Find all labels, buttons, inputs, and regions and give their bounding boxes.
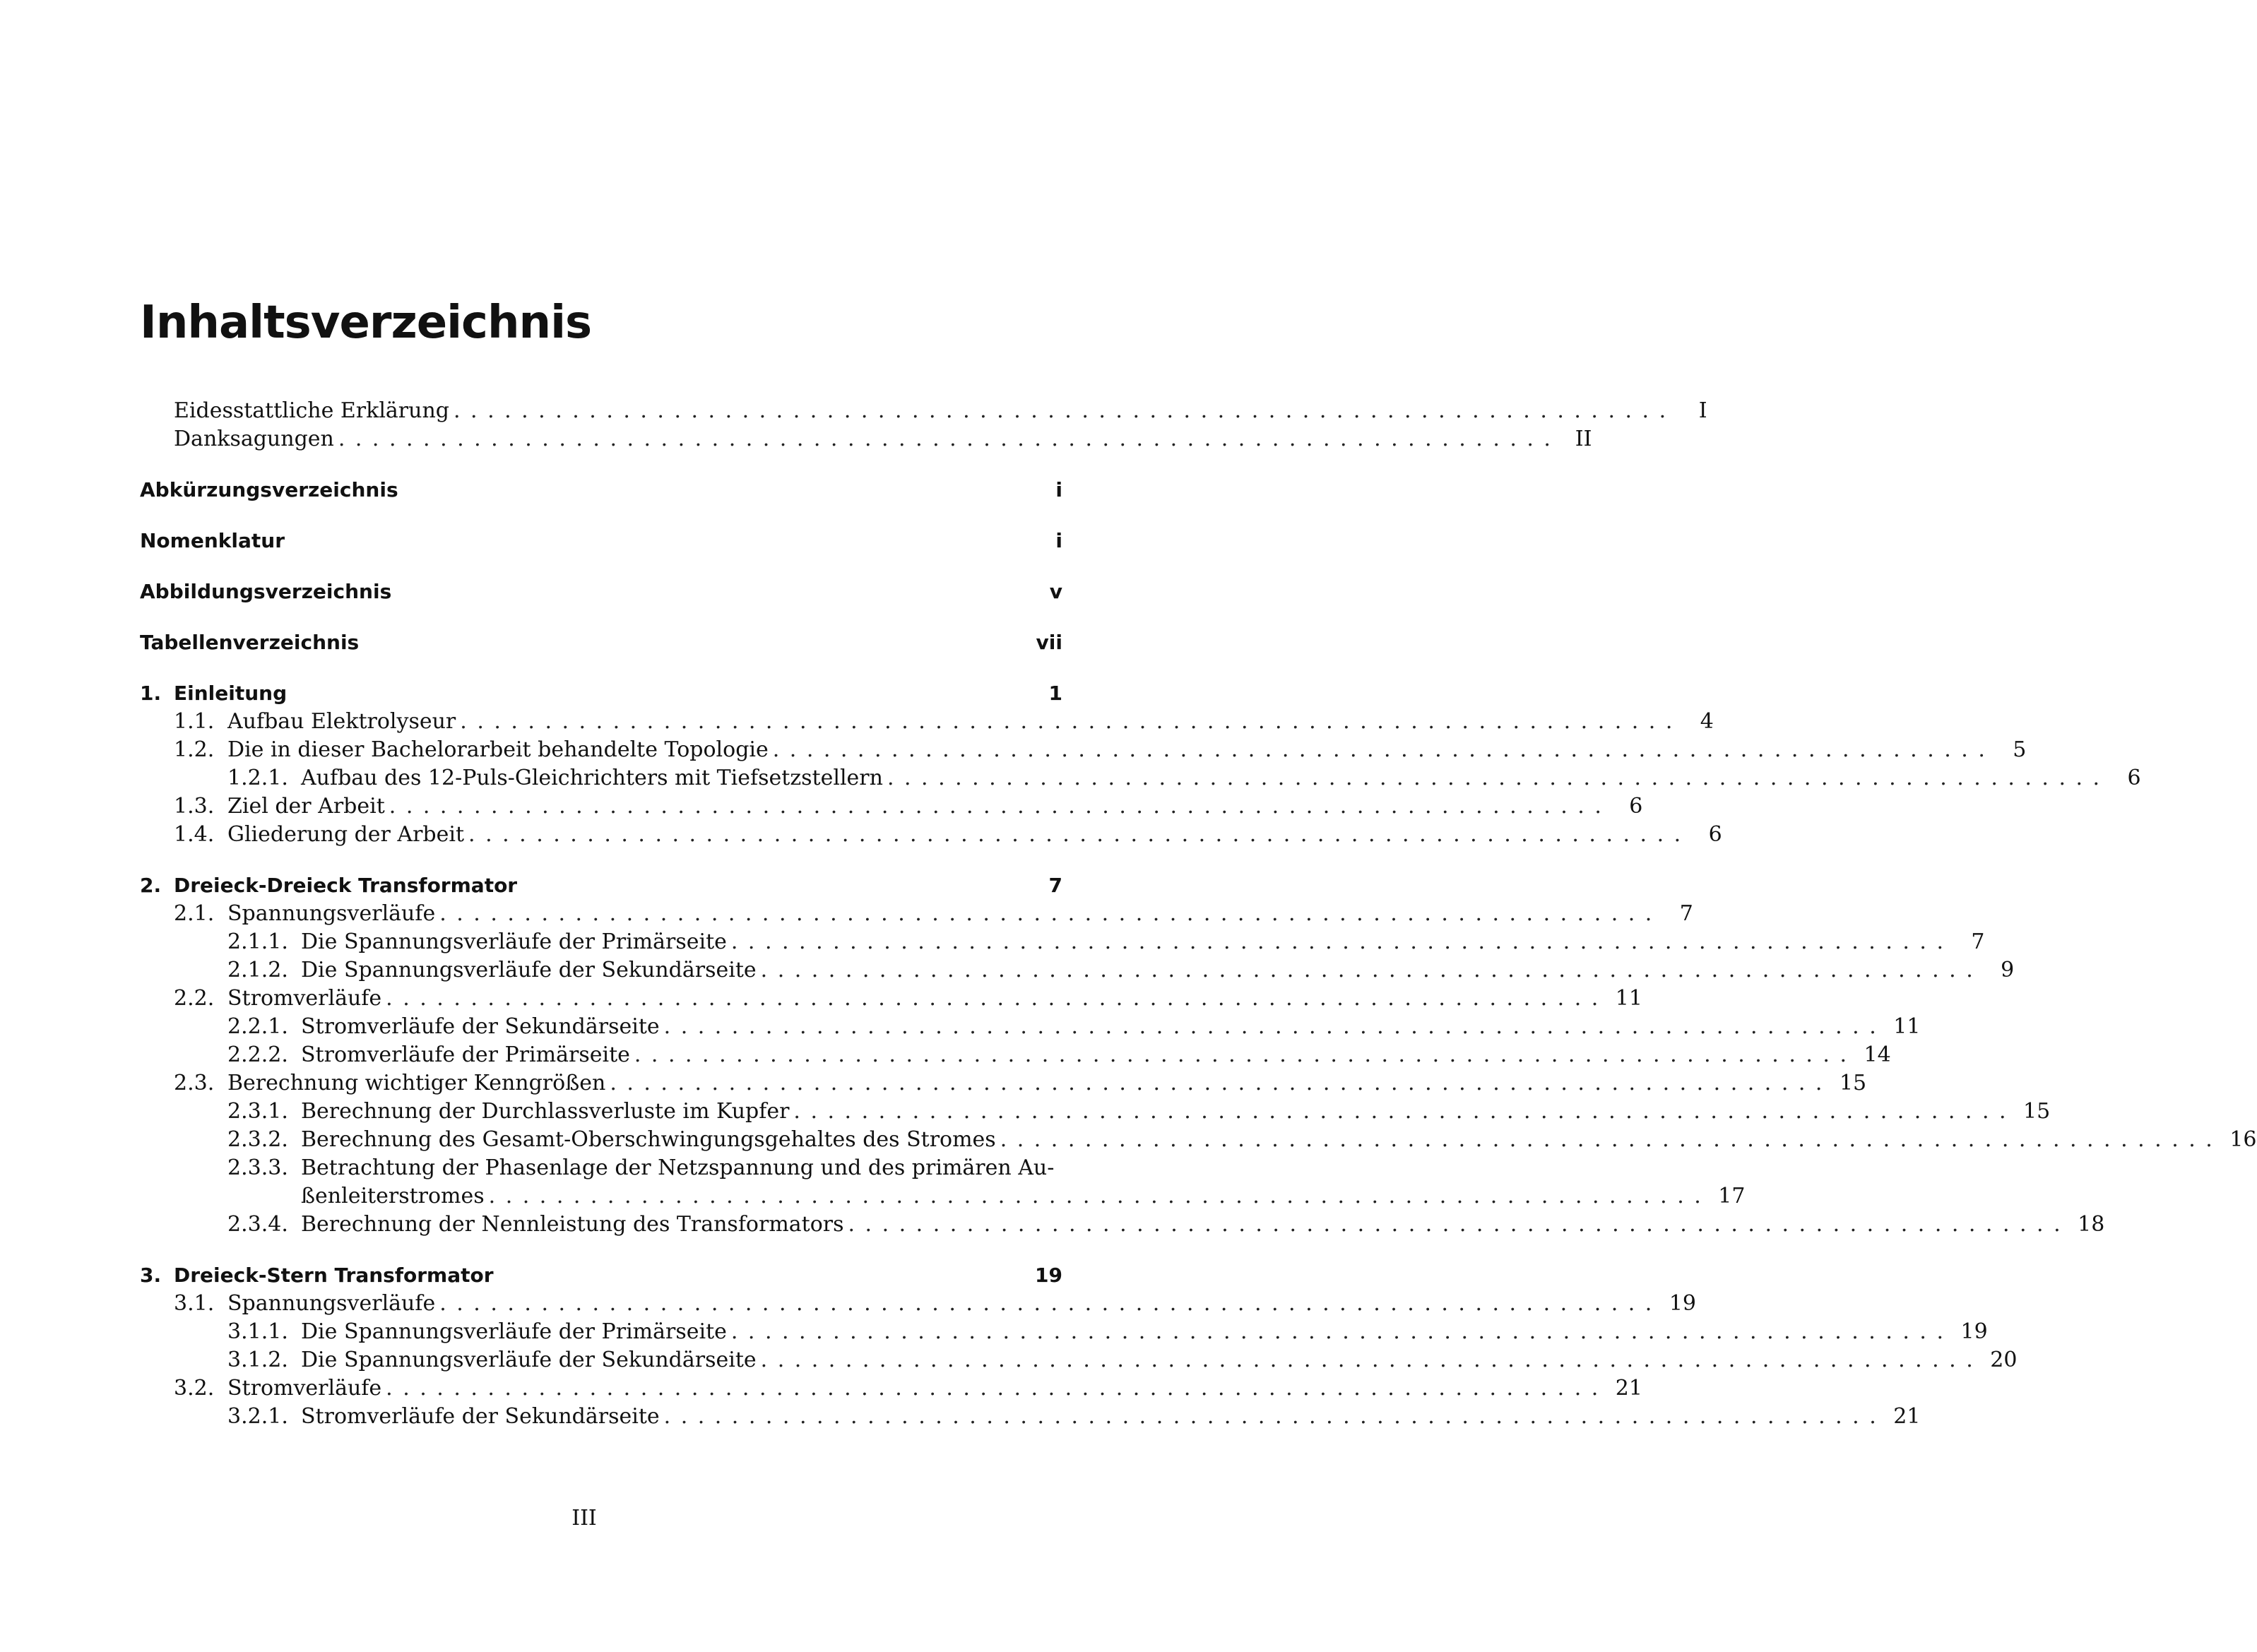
toc-page-number: 6	[1629, 794, 1643, 819]
toc-section-number: 2.3.4.	[227, 1212, 288, 1237]
toc-chapter-3[interactable]	[140, 1261, 1062, 1290]
toc-entry-tables[interactable]	[140, 629, 1062, 657]
toc-subsection[interactable]	[140, 928, 1985, 956]
toc-section-number: 2.2.1.	[227, 1014, 288, 1039]
toc-entry-title: Spannungsverläufe	[227, 1291, 436, 1316]
toc-page-number: 21	[1615, 1376, 1642, 1401]
toc-page-number: 19	[1035, 1264, 1062, 1287]
toc-entry-title: Nomenklatur	[140, 529, 285, 552]
toc-entry-title: Ziel der Arbeit	[227, 794, 385, 819]
toc-leader-dots: ........................................................................	[730, 1319, 1954, 1344]
page-title: Inhaltsverzeichnis	[140, 297, 592, 349]
toc-section-number: 2.2.2.	[227, 1042, 288, 1067]
toc-entry-title: Stromverläufe	[227, 1376, 382, 1401]
toc-entry-acknowledgements[interactable]	[140, 425, 1592, 453]
toc-entry-title: Stromverläufe der Sekundärseite	[301, 1404, 660, 1429]
toc-subsection[interactable]	[140, 1318, 1988, 1346]
toc-section-number: 2.3.1.	[227, 1099, 288, 1124]
toc-leader-dots: ........................................................................	[488, 1184, 1712, 1208]
toc-entry-title: Abkürzungsverzeichnis	[140, 478, 398, 501]
toc-entry-title: Betrachtung der Phasenlage der Netzspannung und des primären Au-	[301, 1155, 1055, 1180]
toc-section-number: 1.1.	[174, 709, 215, 734]
toc-leader-dots: ........................................................................	[760, 1348, 1984, 1372]
toc-leader-dots: ........................................................................	[848, 1212, 2071, 1237]
toc-subsection[interactable]	[140, 1211, 2105, 1239]
toc-subsection[interactable]	[140, 1403, 1921, 1431]
toc-page-number: 14	[1864, 1042, 1891, 1067]
toc-section-number: 1.2.1.	[227, 766, 288, 790]
toc-section-number: 1.3.	[174, 794, 215, 819]
toc-subsection[interactable]	[140, 1098, 2051, 1126]
toc-page-number: 7	[1971, 929, 1985, 954]
toc-entry-title: Dreieck-Dreieck Transformator	[174, 874, 518, 897]
toc-subsection[interactable]	[140, 1346, 2018, 1374]
toc-section[interactable]	[140, 900, 1693, 928]
page-footer-number: III	[571, 1506, 597, 1531]
toc-page-number: 7	[1048, 874, 1062, 897]
toc-leader-dots: ........................................................................	[730, 929, 1954, 954]
toc-leader-dots: ........................................................................	[663, 1014, 1887, 1039]
toc-page-number: i	[1055, 529, 1062, 552]
toc-entry-title: Spannungsverläufe	[227, 901, 436, 926]
toc-entry-title: Aufbau Elektrolyseur	[227, 709, 456, 734]
toc-entry-title: Die Spannungsverläufe der Sekundärseite	[301, 958, 757, 982]
toc-section-number: 2.1.1.	[227, 929, 288, 954]
toc-leader-dots: ........................................................................	[887, 766, 2110, 790]
toc-subsection[interactable]	[140, 1126, 2257, 1154]
toc-page-number: 1	[1048, 682, 1062, 705]
toc-leader-dots: ........................................................................	[1000, 1127, 2223, 1152]
toc-page-number: 19	[1669, 1291, 1697, 1316]
toc-section-number: 1.4.	[174, 822, 215, 847]
toc-entry-title: Danksagungen	[174, 427, 334, 451]
toc-section[interactable]	[140, 708, 1714, 736]
toc-entry-title: Einleitung	[174, 682, 288, 705]
toc-page-number: 18	[2078, 1212, 2105, 1237]
toc-entry-title: Eidesstattliche Erklärung	[174, 398, 449, 423]
toc-entry-title: Stromverläufe der Sekundärseite	[301, 1014, 660, 1039]
toc-entry-nomenclature[interactable]	[140, 527, 1062, 555]
toc-entry-title-continued: ßenleiterstromes	[301, 1184, 485, 1208]
toc-section-number: 2.3.3.	[227, 1155, 288, 1180]
toc-entry-title: Berechnung der Durchlassverluste im Kupfer	[301, 1099, 790, 1124]
toc-page-number: 11	[1893, 1014, 1921, 1039]
toc-leader-dots: ........................................................................	[454, 398, 1676, 423]
toc-entry-title: Abbildungsverzeichnis	[140, 580, 392, 603]
toc-leader-dots: ........................................................................	[386, 1376, 1609, 1401]
toc-entry-title: Berechnung der Nennleistung des Transformators	[301, 1212, 844, 1237]
toc-subsection[interactable]	[140, 1041, 1891, 1069]
toc-section-number: 2.2.	[174, 986, 215, 1011]
toc-chapter-number: 2.	[140, 874, 162, 897]
toc-subsection-continuation[interactable]	[140, 1182, 1746, 1211]
toc-entry-title: Die Spannungsverläufe der Primärseite	[301, 929, 727, 954]
toc-section-number: 2.3.	[174, 1071, 215, 1095]
toc-entry-title: Tabellenverzeichnis	[140, 631, 360, 654]
toc-page-number: I	[1698, 398, 1707, 423]
toc-page-number: 21	[1893, 1404, 1921, 1429]
toc-leader-dots: ........................................................................	[386, 986, 1609, 1011]
toc-chapter-1[interactable]	[140, 679, 1062, 708]
toc-entry-title: Stromverläufe der Primärseite	[301, 1042, 630, 1067]
toc-chapter-number: 1.	[140, 682, 162, 705]
toc-subsection[interactable]	[140, 1013, 1921, 1041]
toc-entry-abbreviations[interactable]	[140, 476, 1062, 504]
toc-entry-title: Die in dieser Bachelorarbeit behandelte Topologie	[227, 737, 769, 762]
toc-leader-dots: ........................................................................	[760, 958, 1984, 982]
toc-page-number: 9	[2001, 958, 2015, 982]
toc-subsection[interactable]	[140, 764, 2141, 792]
toc-page-number: vii	[1036, 631, 1062, 654]
toc-leader-dots: ........................................................................	[663, 1404, 1887, 1429]
toc-entry-title: Dreieck-Stern Transformator	[174, 1264, 494, 1287]
toc-section-number: 3.2.1.	[227, 1404, 288, 1429]
toc-page-number: 15	[2023, 1099, 2051, 1124]
toc-section[interactable]	[140, 1290, 1697, 1318]
toc-leader-dots: ........................................................................	[793, 1099, 2017, 1124]
toc-entry-title: Berechnung wichtiger Kenngrößen	[227, 1071, 606, 1095]
toc-entry-figures[interactable]	[140, 578, 1062, 606]
toc-leader-dots: ........................................................................	[610, 1071, 1832, 1095]
toc-page-number: 17	[1718, 1184, 1746, 1208]
toc-page-number: i	[1055, 478, 1062, 501]
toc-entry-title: Die Spannungsverläufe der Primärseite	[301, 1319, 727, 1344]
toc-section[interactable]	[140, 821, 1722, 849]
toc-page-number: 20	[1990, 1348, 2018, 1372]
toc-entry-title: Gliederung der Arbeit	[227, 822, 465, 847]
toc-section[interactable]	[140, 736, 2027, 764]
toc-section[interactable]	[140, 792, 1643, 821]
toc-entry-title: Die Spannungsverläufe der Sekundärseite	[301, 1348, 757, 1372]
toc-chapter-number: 3.	[140, 1264, 162, 1287]
toc-page-number: 6	[2127, 766, 2141, 790]
toc-leader-dots: ........................................................................	[338, 427, 1561, 451]
toc-section[interactable]	[140, 1069, 1867, 1098]
toc-page-number: v	[1049, 580, 1062, 603]
toc-leader-dots: ........................................................................	[468, 822, 1691, 847]
toc-leader-dots: ........................................................................	[439, 1291, 1662, 1316]
toc-section-number: 2.1.	[174, 901, 215, 926]
toc-entry-title: Stromverläufe	[227, 986, 382, 1011]
toc-entry-declaration[interactable]	[140, 397, 1707, 425]
toc-section-number: 3.1.	[174, 1291, 215, 1316]
toc-section-number: 2.1.2.	[227, 958, 288, 982]
toc-leader-dots: ........................................................................	[772, 737, 1996, 762]
toc-subsection[interactable]	[140, 1154, 1062, 1182]
toc-section-number: 3.1.2.	[227, 1348, 288, 1372]
toc-page-number: 19	[1960, 1319, 1988, 1344]
toc-entry-title: Aufbau des 12-Puls-Gleichrichters mit Tiefsetzstellern	[301, 766, 883, 790]
toc-chapter-2[interactable]	[140, 872, 1062, 900]
toc-section[interactable]	[140, 985, 1642, 1013]
toc-section-number: 2.3.2.	[227, 1127, 288, 1152]
toc-page-number: II	[1575, 427, 1592, 451]
toc-section-number: 1.2.	[174, 737, 215, 762]
toc-entry-title: Berechnung des Gesamt-Oberschwingungsgehaltes des Stromes	[301, 1127, 996, 1152]
toc-section-number: 3.2.	[174, 1376, 215, 1401]
toc-page-number: 7	[1679, 901, 1693, 926]
toc-subsection[interactable]	[140, 956, 2015, 985]
toc-page-number: 11	[1615, 986, 1642, 1011]
toc-leader-dots: ........................................................................	[634, 1042, 1857, 1067]
toc-leader-dots: ........................................................................	[439, 901, 1662, 926]
toc-page-number: 16	[2229, 1127, 2257, 1152]
toc-leader-dots: ........................................................................	[460, 709, 1683, 734]
toc-leader-dots: ........................................................................	[389, 794, 1612, 819]
toc-section[interactable]	[140, 1374, 1642, 1403]
toc-page-number: 5	[2013, 737, 2027, 762]
toc-page-number: 15	[1839, 1071, 1867, 1095]
toc-page-number: 4	[1700, 709, 1714, 734]
toc-page-number: 6	[1708, 822, 1722, 847]
toc-section-number: 3.1.1.	[227, 1319, 288, 1344]
